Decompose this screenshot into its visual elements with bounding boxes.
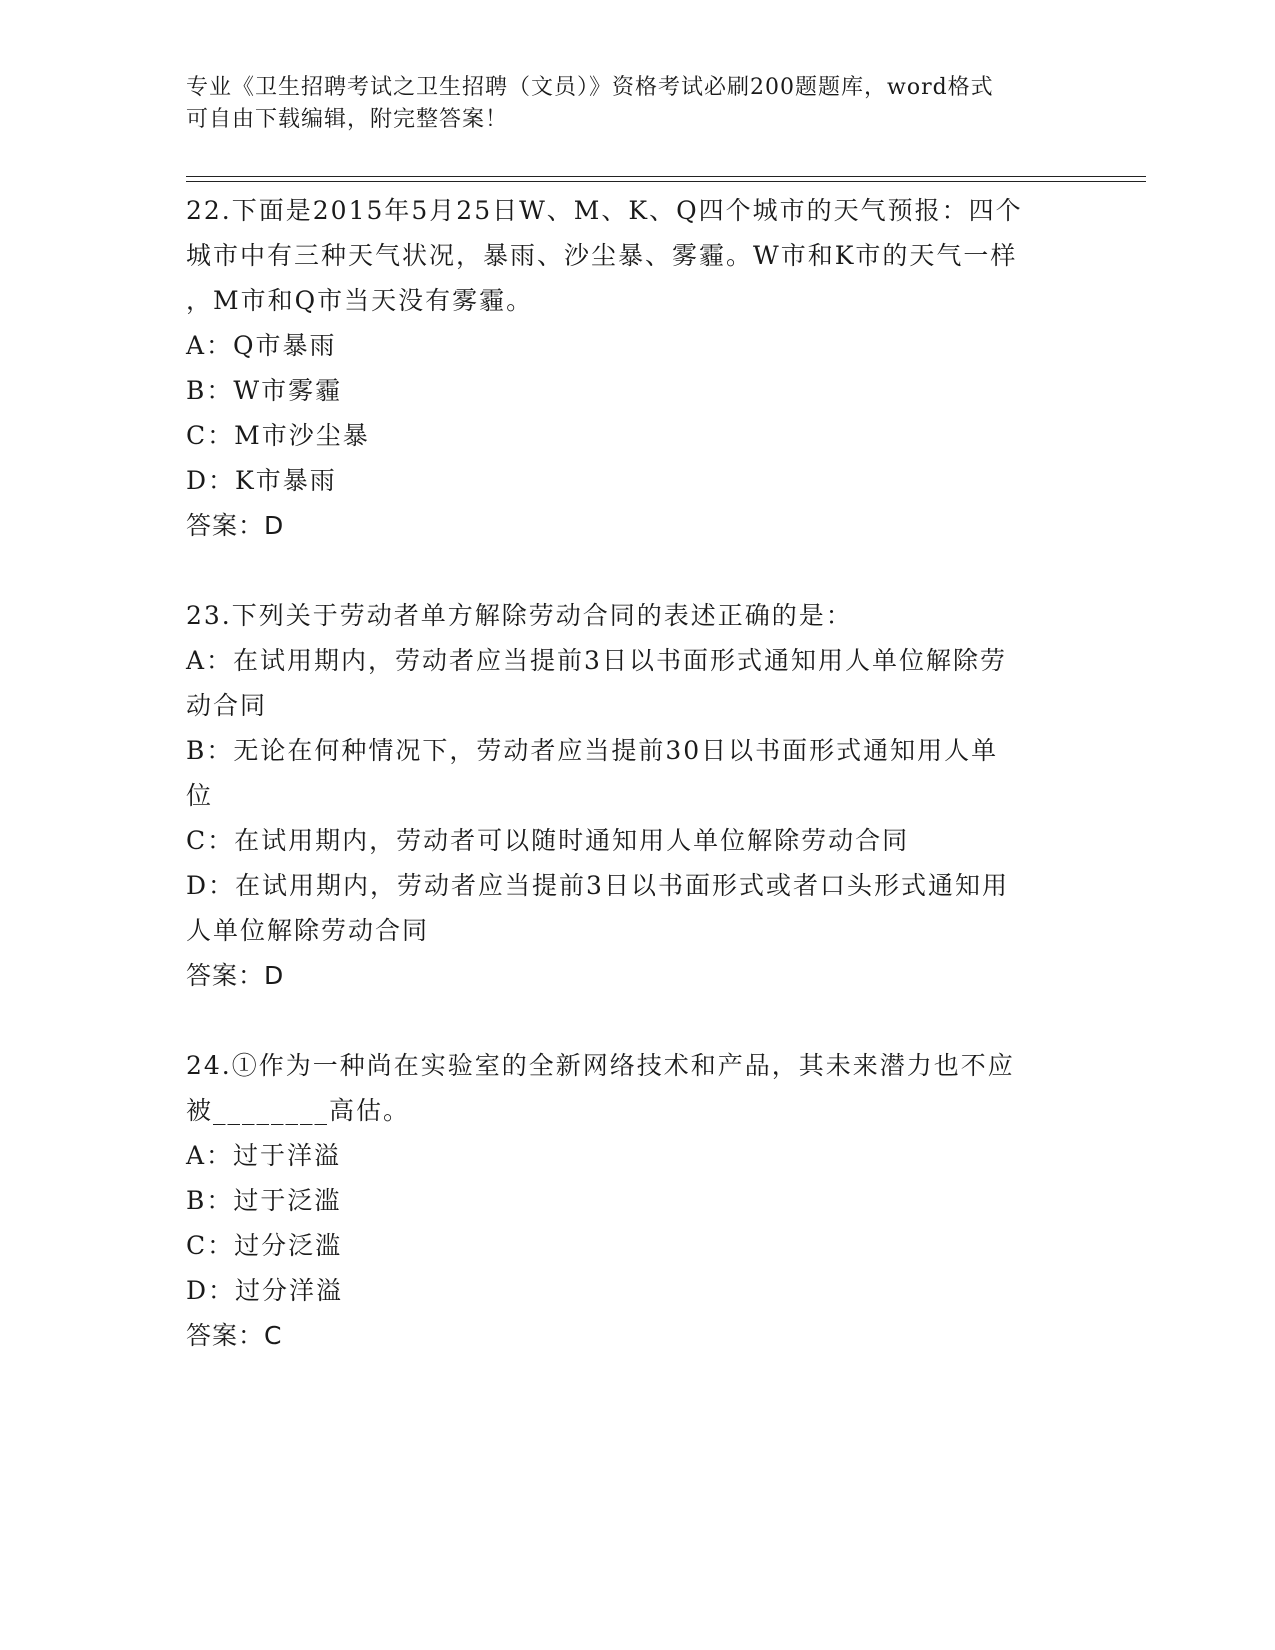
header-divider-top (186, 176, 1146, 177)
question-stem-line: 22.下面是2015年5月25日W、M、K、Q四个城市的天气预报：四个 (186, 196, 1023, 225)
option-c: C：过分泛滥 (186, 1231, 343, 1260)
option-b-continued: 位 (186, 781, 214, 810)
answer-line: 答案：C (186, 1321, 283, 1350)
option-a: A：Q市暴雨 (186, 331, 337, 360)
option-b: B：无论在何种情况下，劳动者应当提前30日以书面形式通知用人单 (186, 736, 999, 765)
question-stem-line: 城市中有三种天气状况，暴雨、沙尘暴、雾霾。W市和K市的天气一样 (186, 241, 1018, 270)
option-b: B：W市雾霾 (186, 376, 343, 405)
question-stem-line: 24.①作为一种尚在实验室的全新网络技术和产品，其未来潜力也不应 (186, 1051, 1015, 1080)
question-stem-line: ，M市和Q市当天没有雾霾。 (186, 286, 534, 315)
question-list (186, 188, 1086, 1358)
question-23 (186, 593, 1086, 998)
option-d: D：K市暴雨 (186, 466, 337, 495)
header-line-1: 专业《卫生招聘考试之卫生招聘（文员）》资格考试必刷200题题库，word格式 (186, 75, 994, 100)
document-header (186, 72, 1066, 136)
question-24 (186, 1043, 1086, 1358)
question-stem-line: 被________高估。 (186, 1096, 411, 1125)
option-a-continued: 动合同 (186, 691, 268, 720)
option-c: C：M市沙尘暴 (186, 421, 370, 450)
option-d: D：在试用期内，劳动者应当提前3日以书面形式或者口头形式通知用 (186, 871, 1009, 900)
header-divider-bottom (186, 181, 1146, 182)
option-a: A：过于洋溢 (186, 1141, 342, 1170)
option-d: D：过分洋溢 (186, 1276, 344, 1305)
answer-line: 答案：D (186, 511, 285, 540)
question-stem-line: 23.下列关于劳动者单方解除劳动合同的表述正确的是： (186, 601, 853, 630)
option-c: C：在试用期内，劳动者可以随时通知用人单位解除劳动合同 (186, 826, 910, 855)
question-22 (186, 188, 1086, 548)
option-b: B：过于泛滥 (186, 1186, 342, 1215)
answer-line: 答案：D (186, 961, 285, 990)
option-a: A：在试用期内，劳动者应当提前3日以书面形式通知用人单位解除劳 (186, 646, 1007, 675)
option-d-continued: 人单位解除劳动合同 (186, 916, 430, 945)
header-line-2: 可自由下载编辑，附完整答案！ (186, 107, 509, 132)
